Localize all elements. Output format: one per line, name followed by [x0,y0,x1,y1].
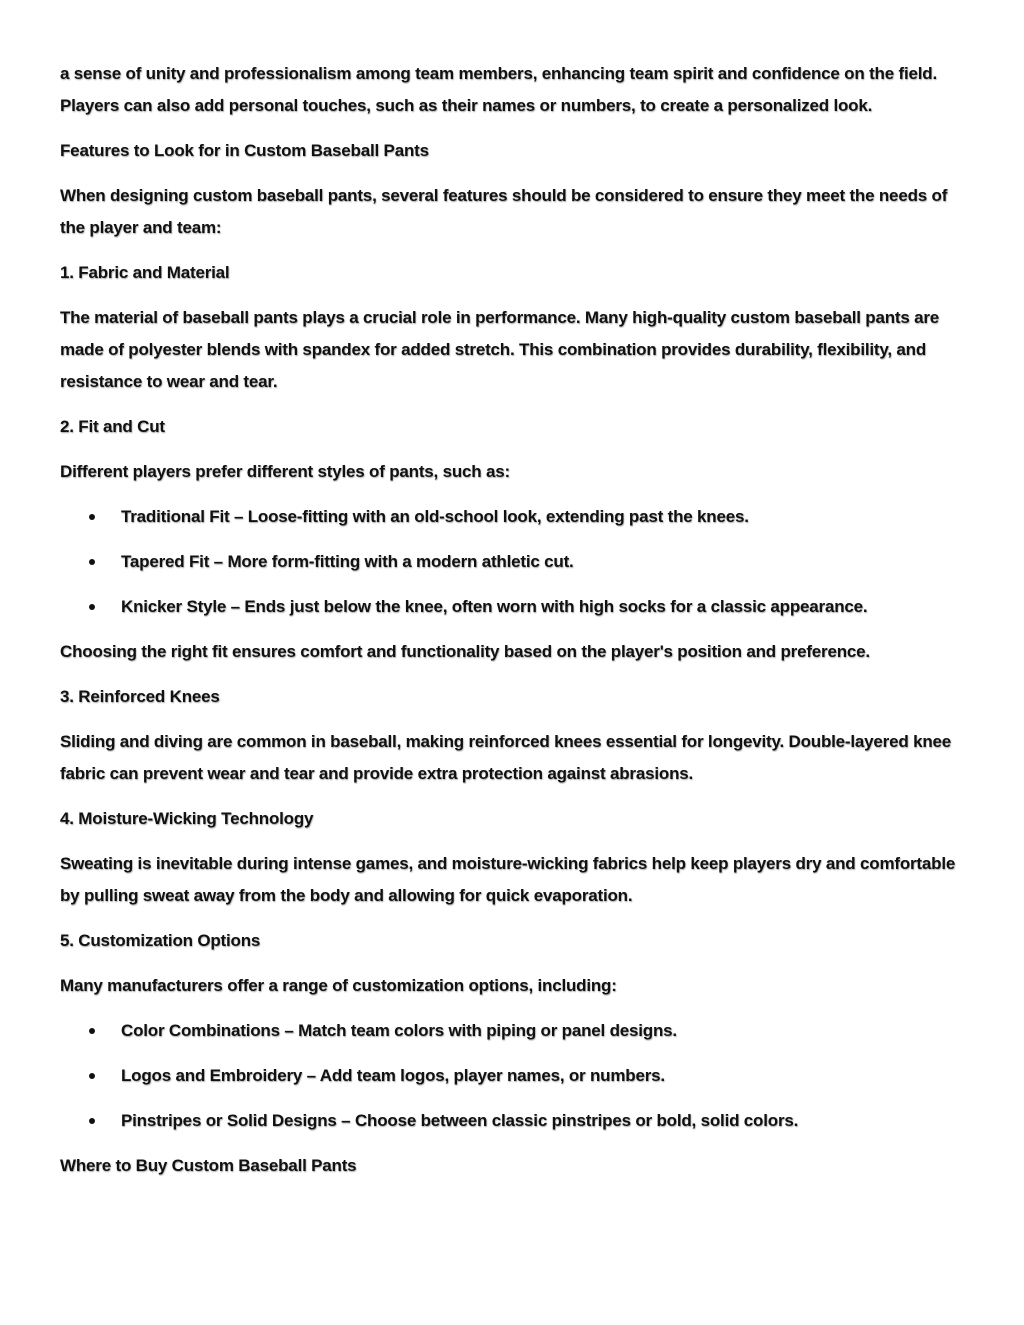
list-item-text: Pinstripes or Solid Designs – Choose between classic pinstripes or bold, solid colors. [121,1111,799,1130]
intro-continued-paragraph: a sense of unity and professionalism among team members, enhancing team spirit and confidence on the field. Players can also add personal touches, such as their names or numbers, to create a personalized look. [60,64,937,115]
list-item-text: Logos and Embroidery – Add team logos, player names, or numbers. [121,1066,665,1085]
moisture-heading: 4. Moisture-Wicking Technology [60,809,314,828]
where-to-buy-heading: Where to Buy Custom Baseball Pants [60,1156,357,1175]
list-item [60,1105,970,1137]
fabric-heading: 1. Fabric and Material [60,263,230,282]
list-item [60,546,970,578]
customization-intro-paragraph: Many manufacturers offer a range of customization options, including: [60,976,617,995]
list-item-text: Color Combinations – Match team colors with piping or panel designs. [121,1021,677,1040]
bullet-icon [89,1073,95,1079]
list-item [60,1060,970,1092]
fit-intro-paragraph: Different players prefer different styles of pants, such as: [60,462,510,481]
list-item [60,501,970,533]
customization-heading: 5. Customization Options [60,931,261,950]
list-item [60,1015,970,1047]
knees-paragraph: Sliding and diving are common in baseball, making reinforced knees essential for longevity. Double-layered knee fabric can prevent wear and tear and provide extra protection against abrasions. [60,732,952,783]
features-heading: Features to Look for in Custom Baseball Pants [60,141,429,160]
fit-heading: 2. Fit and Cut [60,417,165,436]
fabric-paragraph: The material of baseball pants plays a crucial role in performance. Many high-quality custom baseball pants are made of polyester blends with spandex for added stretch. This combination provides durability, flexibility, and resistance to wear and tear. [60,308,940,391]
list-item-text: Tapered Fit – More form-fitting with a modern athletic cut. [121,552,574,571]
list-item [60,591,970,623]
fit-summary-paragraph: Choosing the right fit ensures comfort and functionality based on the player's position and preference. [60,642,870,661]
customization-options-list [60,1015,970,1137]
bullet-icon [89,1118,95,1124]
fit-styles-list [60,501,970,623]
knees-heading: 3. Reinforced Knees [60,687,220,706]
bullet-icon [89,1028,95,1034]
list-item-text: Knicker Style – Ends just below the knee, often worn with high socks for a classic appearance. [121,597,868,616]
document-page [60,58,970,1182]
bullet-icon [89,604,95,610]
bullet-icon [89,559,95,565]
bullet-icon [89,514,95,520]
list-item-text: Traditional Fit – Loose-fitting with an old-school look, extending past the knees. [121,507,749,526]
features-intro-paragraph: When designing custom baseball pants, several features should be considered to ensure they meet the needs of the player and team: [60,186,948,237]
moisture-paragraph: Sweating is inevitable during intense games, and moisture-wicking fabrics help keep players dry and comfortable by pulling sweat away from the body and allowing for quick evaporation. [60,854,956,905]
